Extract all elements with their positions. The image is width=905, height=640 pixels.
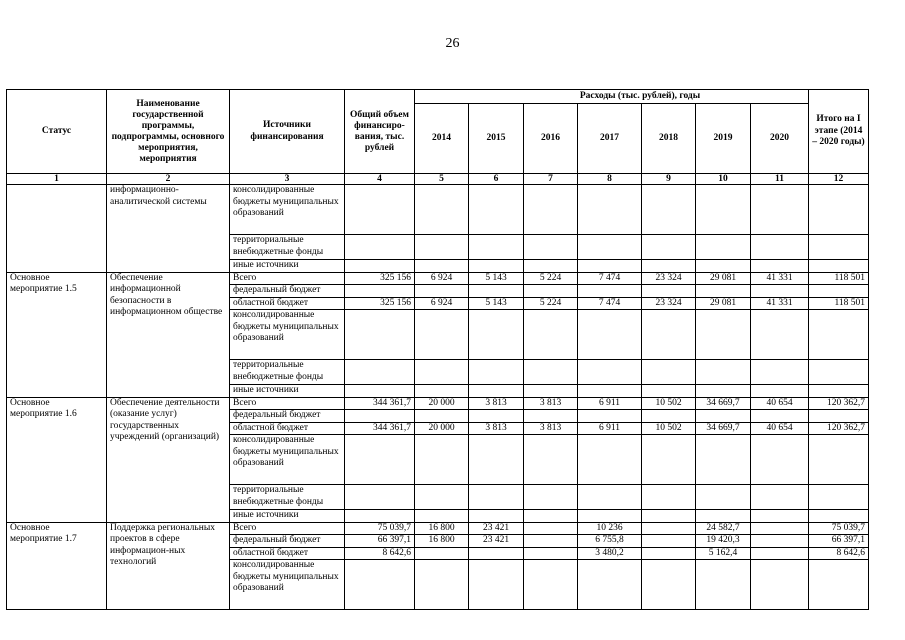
year-value-cell: [696, 360, 751, 385]
column-number: 8: [578, 174, 642, 185]
stage-total-cell: 120 362,7: [809, 422, 869, 435]
year-value-cell: [415, 285, 469, 298]
program-name: Обеспечение информационной безопасности в информационном обществе: [107, 272, 230, 397]
value-cell: [578, 235, 642, 260]
stage-total-cell: [809, 410, 869, 423]
status-cell: [7, 185, 107, 273]
stage-total-cell: 118 501: [809, 272, 869, 285]
header-year: 2019: [696, 104, 751, 174]
table-row: [7, 522, 869, 535]
value-cell: [345, 260, 415, 273]
year-value-cell: [751, 547, 809, 560]
header-year: 2018: [642, 104, 696, 174]
value-cell: [696, 235, 751, 260]
source-cell: консолидированные бюджеты муниципальных образований: [230, 560, 345, 610]
stage-total-cell: 66 397,1: [809, 535, 869, 548]
year-value-cell: 16 800: [415, 535, 469, 548]
year-value-cell: 3 480,2: [578, 547, 642, 560]
total-cell: 325 156: [345, 297, 415, 310]
year-value-cell: [642, 385, 696, 398]
year-value-cell: 6 924: [415, 272, 469, 285]
total-cell: [345, 310, 415, 360]
total-cell: 344 361,7: [345, 397, 415, 410]
total-cell: 66 397,1: [345, 535, 415, 548]
source-cell: Всего: [230, 397, 345, 410]
stage-total-cell: [809, 310, 869, 360]
year-value-cell: 20 000: [415, 397, 469, 410]
value-cell: [524, 185, 578, 235]
total-cell: 344 361,7: [345, 422, 415, 435]
year-value-cell: 10 502: [642, 422, 696, 435]
year-value-cell: [696, 310, 751, 360]
total-cell: [345, 485, 415, 510]
value-cell: [415, 185, 469, 235]
year-value-cell: 6 755,8: [578, 535, 642, 548]
year-value-cell: 34 669,7: [696, 397, 751, 410]
year-value-cell: [642, 310, 696, 360]
header-year: 2015: [469, 104, 524, 174]
year-value-cell: 5 162,4: [696, 547, 751, 560]
year-value-cell: [524, 385, 578, 398]
year-value-cell: [642, 522, 696, 535]
value-cell: [751, 260, 809, 273]
column-number: 10: [696, 174, 751, 185]
year-value-cell: [415, 360, 469, 385]
source-cell: Всего: [230, 272, 345, 285]
year-value-cell: [642, 535, 696, 548]
value-cell: [809, 185, 869, 235]
year-value-cell: [469, 285, 524, 298]
source-cell: территориальные внебюджетные фонды: [230, 235, 345, 260]
year-value-cell: [469, 310, 524, 360]
stage-total-cell: 8 642,6: [809, 547, 869, 560]
value-cell: [345, 185, 415, 235]
year-value-cell: [696, 485, 751, 510]
year-value-cell: 41 331: [751, 297, 809, 310]
year-value-cell: [751, 510, 809, 523]
value-cell: [469, 235, 524, 260]
source-cell: Всего: [230, 522, 345, 535]
year-value-cell: [642, 435, 696, 485]
value-cell: [642, 260, 696, 273]
year-value-cell: [524, 310, 578, 360]
year-value-cell: [751, 560, 809, 610]
program-name: Поддержка региональных проектов в сфере информацион-ных технологий: [107, 522, 230, 610]
year-value-cell: [415, 435, 469, 485]
column-number: 5: [415, 174, 469, 185]
source-cell: территориальные внебюджетные фонды: [230, 485, 345, 510]
year-value-cell: 23 324: [642, 297, 696, 310]
column-number: 9: [642, 174, 696, 185]
year-value-cell: 5 224: [524, 272, 578, 285]
column-number: 7: [524, 174, 578, 185]
year-value-cell: [524, 547, 578, 560]
source-cell: областной бюджет: [230, 297, 345, 310]
year-value-cell: 7 474: [578, 297, 642, 310]
year-value-cell: [696, 435, 751, 485]
value-cell: [751, 185, 809, 235]
year-value-cell: [578, 410, 642, 423]
value-cell: [469, 260, 524, 273]
year-value-cell: 23 421: [469, 535, 524, 548]
year-value-cell: [751, 360, 809, 385]
source-cell: областной бюджет: [230, 547, 345, 560]
year-value-cell: [578, 485, 642, 510]
header-expenses: Расходы (тыс. рублей), годы: [415, 90, 809, 104]
total-cell: [345, 560, 415, 610]
year-value-cell: 40 654: [751, 397, 809, 410]
table-row: [7, 397, 869, 410]
total-cell: [345, 360, 415, 385]
header-year: 2017: [578, 104, 642, 174]
year-value-cell: 41 331: [751, 272, 809, 285]
year-value-cell: 20 000: [415, 422, 469, 435]
header-year: 2020: [751, 104, 809, 174]
year-value-cell: 6 924: [415, 297, 469, 310]
table-row: [7, 272, 869, 285]
value-cell: [642, 235, 696, 260]
stage-total-cell: [809, 360, 869, 385]
year-value-cell: 34 669,7: [696, 422, 751, 435]
value-cell: [696, 185, 751, 235]
year-value-cell: [578, 385, 642, 398]
year-value-cell: 29 081: [696, 272, 751, 285]
value-cell: [578, 260, 642, 273]
year-value-cell: [469, 485, 524, 510]
value-cell: [524, 260, 578, 273]
year-value-cell: [751, 285, 809, 298]
stage-total-cell: [809, 385, 869, 398]
value-cell: [524, 235, 578, 260]
year-value-cell: [524, 485, 578, 510]
source-cell: федеральный бюджет: [230, 535, 345, 548]
column-number-row: [7, 174, 869, 185]
year-value-cell: [751, 435, 809, 485]
year-value-cell: [524, 285, 578, 298]
year-value-cell: [751, 522, 809, 535]
value-cell: [578, 185, 642, 235]
year-value-cell: [642, 547, 696, 560]
header-total: Общий объем финансиро-вания, тыс. рублей: [345, 90, 415, 174]
program-name: Обеспечение деятельности (оказание услуг) государственных учреждений (организаций): [107, 397, 230, 522]
status-cell: Основное мероприятие 1.7: [7, 522, 107, 610]
year-value-cell: [415, 410, 469, 423]
year-value-cell: [524, 510, 578, 523]
year-value-cell: [578, 285, 642, 298]
year-value-cell: [524, 535, 578, 548]
source-cell: территориальные внебюджетные фонды: [230, 360, 345, 385]
year-value-cell: [415, 385, 469, 398]
total-cell: [345, 435, 415, 485]
source-cell: консолидированные бюджеты муниципальных образований: [230, 310, 345, 360]
source-cell: иные источники: [230, 385, 345, 398]
year-value-cell: 16 800: [415, 522, 469, 535]
column-number: 12: [809, 174, 869, 185]
source-cell: иные источники: [230, 510, 345, 523]
year-value-cell: 10 236: [578, 522, 642, 535]
year-value-cell: 10 502: [642, 397, 696, 410]
total-cell: [345, 385, 415, 398]
year-value-cell: 3 813: [469, 422, 524, 435]
stage-total-cell: [809, 485, 869, 510]
stage-total-cell: 118 501: [809, 297, 869, 310]
header-program-name: Наименование государственной программы, подпрограммы, основного мероприятия, мероприятия: [107, 90, 230, 174]
value-cell: [642, 185, 696, 235]
year-value-cell: [415, 560, 469, 610]
total-cell: 8 642,6: [345, 547, 415, 560]
value-cell: [345, 235, 415, 260]
column-number: 6: [469, 174, 524, 185]
year-value-cell: 7 474: [578, 272, 642, 285]
year-value-cell: [696, 410, 751, 423]
column-number: 11: [751, 174, 809, 185]
year-value-cell: 24 582,7: [696, 522, 751, 535]
year-value-cell: [415, 510, 469, 523]
column-number: 4: [345, 174, 415, 185]
year-value-cell: [696, 385, 751, 398]
year-value-cell: [524, 360, 578, 385]
year-value-cell: 6 911: [578, 397, 642, 410]
year-value-cell: [578, 510, 642, 523]
year-value-cell: [469, 510, 524, 523]
budget-table: [6, 89, 869, 610]
stage-total-cell: [809, 510, 869, 523]
year-value-cell: 3 813: [524, 397, 578, 410]
year-value-cell: [696, 510, 751, 523]
total-cell: [345, 510, 415, 523]
value-cell: [415, 260, 469, 273]
total-cell: 325 156: [345, 272, 415, 285]
header-row-top: [7, 90, 869, 104]
header-year: 2016: [524, 104, 578, 174]
year-value-cell: [469, 547, 524, 560]
year-value-cell: [524, 410, 578, 423]
stage-total-cell: [809, 435, 869, 485]
year-value-cell: 5 224: [524, 297, 578, 310]
year-value-cell: [524, 560, 578, 610]
value-cell: [469, 185, 524, 235]
header-stage-total: Итого на I этапе (2014 – 2020 годы): [809, 90, 869, 174]
source-cell: консолидированные бюджеты муниципальных образований: [230, 185, 345, 235]
year-value-cell: [524, 522, 578, 535]
year-value-cell: [751, 485, 809, 510]
stage-total-cell: 120 362,7: [809, 397, 869, 410]
year-value-cell: 40 654: [751, 422, 809, 435]
total-cell: [345, 410, 415, 423]
year-value-cell: [642, 410, 696, 423]
year-value-cell: [696, 285, 751, 298]
year-value-cell: [578, 360, 642, 385]
year-value-cell: [642, 285, 696, 298]
year-value-cell: 6 911: [578, 422, 642, 435]
year-value-cell: [642, 360, 696, 385]
year-value-cell: [751, 535, 809, 548]
stage-total-cell: [809, 285, 869, 298]
year-value-cell: [415, 485, 469, 510]
year-value-cell: [524, 435, 578, 485]
column-number: 1: [7, 174, 107, 185]
value-cell: [809, 260, 869, 273]
source-cell: федеральный бюджет: [230, 410, 345, 423]
year-value-cell: [578, 310, 642, 360]
value-cell: [696, 260, 751, 273]
header-status: Статус: [7, 90, 107, 174]
year-value-cell: [642, 485, 696, 510]
value-cell: [415, 235, 469, 260]
year-value-cell: [469, 410, 524, 423]
program-name: информационно-аналитической системы: [107, 185, 230, 273]
year-value-cell: [415, 310, 469, 360]
table-row: [7, 185, 869, 235]
header-year: 2014: [415, 104, 469, 174]
year-value-cell: [751, 310, 809, 360]
status-cell: Основное мероприятие 1.6: [7, 397, 107, 522]
year-value-cell: 23 421: [469, 522, 524, 535]
stage-total-cell: [809, 560, 869, 610]
status-cell: Основное мероприятие 1.5: [7, 272, 107, 397]
column-number: 3: [230, 174, 345, 185]
year-value-cell: [578, 435, 642, 485]
stage-total-cell: 75 039,7: [809, 522, 869, 535]
year-value-cell: [469, 435, 524, 485]
total-cell: 75 039,7: [345, 522, 415, 535]
year-value-cell: 5 143: [469, 272, 524, 285]
year-value-cell: [642, 510, 696, 523]
source-cell: федеральный бюджет: [230, 285, 345, 298]
value-cell: [809, 235, 869, 260]
column-number: 2: [107, 174, 230, 185]
year-value-cell: [642, 560, 696, 610]
source-cell: иные источники: [230, 260, 345, 273]
source-cell: областной бюджет: [230, 422, 345, 435]
value-cell: [751, 235, 809, 260]
year-value-cell: [751, 385, 809, 398]
page-number: 26: [445, 36, 460, 51]
source-cell: консолидированные бюджеты муниципальных образований: [230, 435, 345, 485]
year-value-cell: 19 420,3: [696, 535, 751, 548]
year-value-cell: 5 143: [469, 297, 524, 310]
year-value-cell: 23 324: [642, 272, 696, 285]
year-value-cell: 29 081: [696, 297, 751, 310]
year-value-cell: [751, 410, 809, 423]
total-cell: [345, 285, 415, 298]
year-value-cell: [469, 560, 524, 610]
year-value-cell: [578, 560, 642, 610]
year-value-cell: [469, 385, 524, 398]
year-value-cell: 3 813: [524, 422, 578, 435]
year-value-cell: [696, 560, 751, 610]
year-value-cell: [469, 360, 524, 385]
year-value-cell: 3 813: [469, 397, 524, 410]
header-sources: Источники финансирования: [230, 90, 345, 174]
year-value-cell: [415, 547, 469, 560]
